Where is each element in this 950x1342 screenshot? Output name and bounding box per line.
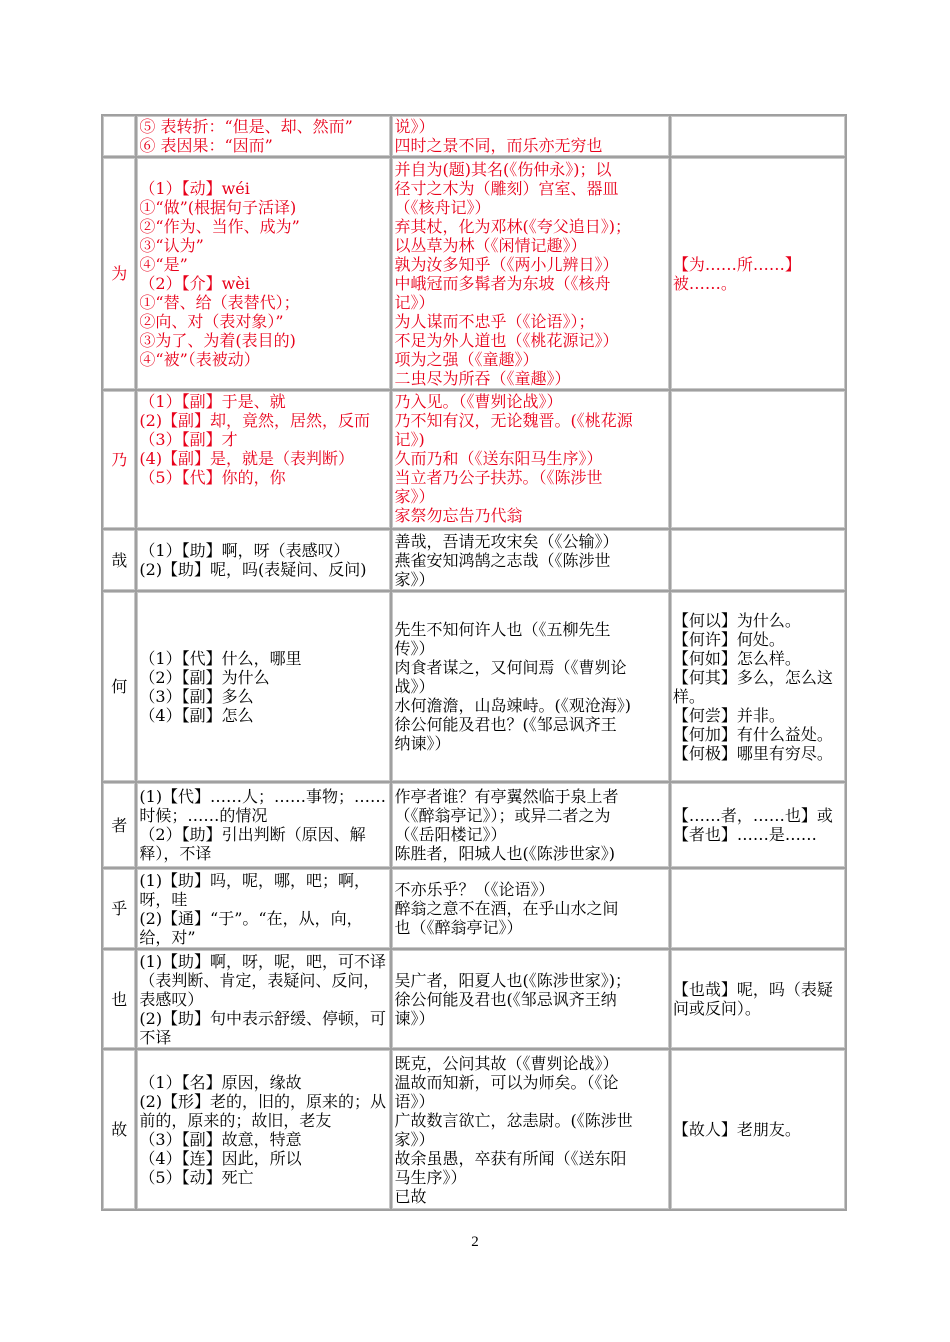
example-cell — [392, 1050, 668, 1209]
note-line: 【……者，……也】或 — [672, 806, 833, 825]
example-line: 记》) — [394, 430, 425, 449]
table-row — [103, 391, 845, 528]
meaning-line: (4)【副】是，就是（表判断） — [139, 449, 355, 468]
example-cell — [392, 116, 668, 156]
meaning-cell — [137, 950, 390, 1048]
meaning-line: （5）【代】你的，你 — [139, 468, 286, 487]
example-line: 传》） — [394, 639, 435, 658]
meaning-line: ③“认为” — [139, 235, 204, 255]
headword-cell: 乃 — [103, 391, 135, 528]
meaning-cell — [137, 116, 390, 156]
example-line: 并自为(题)其名(《伤仲永》)；以 — [394, 159, 612, 179]
headword-cell: 哉 — [103, 530, 135, 590]
example-line: 家》） — [394, 1129, 435, 1149]
glossary-table — [101, 114, 847, 1211]
example-line: 温故而知新，可以为师矣。（《论 — [394, 1072, 619, 1092]
meaning-line: (1)【助】啊，呀，呢，吧，可不译（表判断、肯定，表疑问、反问，表感叹） — [139, 951, 387, 1009]
meaning-line: ②“作为、当作、成为” — [139, 216, 300, 236]
example-cell — [392, 530, 668, 590]
note-cell — [671, 116, 845, 156]
headword-cell: 乎 — [103, 869, 135, 948]
meaning-line: ①“替、给（表替代）； — [139, 292, 300, 312]
table-row — [103, 783, 845, 867]
meaning-line: (2)【副】却，竟然，居然，反而 — [139, 411, 371, 430]
example-line: 已故 — [394, 1186, 427, 1206]
table-row — [103, 592, 845, 781]
example-cell — [392, 950, 668, 1048]
note-line: 【为……所……】被……。 — [672, 254, 801, 293]
note-line: 【故人】老朋友。 — [672, 1120, 801, 1139]
meaning-cell — [137, 783, 390, 867]
meaning-line: （3）【副】多么 — [139, 686, 254, 706]
headword-cell: 也 — [103, 950, 135, 1048]
meaning-line: ⑤ 表转折：“但是、却、然而” — [139, 117, 353, 136]
example-line: 战》） — [394, 677, 435, 696]
example-cell — [392, 783, 668, 867]
table-row — [103, 116, 845, 156]
example-line: 家祭勿忘告乃代翁 — [394, 506, 523, 525]
example-line: 也（《醉翁亭记》） — [394, 918, 523, 937]
example-line: 当立者乃公子扶苏。（《陈涉世 — [394, 468, 603, 487]
example-cell — [392, 869, 668, 948]
meaning-line: （1）【助】啊，呀（表感叹） — [139, 541, 350, 560]
example-line: 肉食者谋之，又何间焉（《曹刿论 — [394, 658, 627, 677]
meaning-line: ③为了、为着(表目的) — [139, 330, 296, 350]
example-line: 项为之强（《童趣》） — [394, 349, 539, 369]
example-line: 二虫尽为所吞（《童趣》） — [394, 368, 571, 388]
meaning-line: (2)【助】句中表示舒缓、停顿，可不译 — [139, 1008, 387, 1047]
meaning-line: （4）【连】因此，所以 — [139, 1148, 302, 1168]
meaning-line: （2）【介】wèi — [139, 273, 250, 293]
meaning-line: （2）【副】为什么 — [139, 667, 270, 687]
meaning-line: (1)【代】……人；……事物；……时候；……的情况 — [139, 787, 387, 825]
example-line: 善哉，吾请无攻宋矣（《公输》） — [394, 531, 619, 551]
meaning-line: （3）【副】才 — [139, 430, 238, 449]
example-line: 不足为外人道也（《桃花源记》） — [394, 330, 619, 350]
note-cell — [671, 530, 845, 590]
glossary-table-body — [103, 116, 845, 1209]
example-line: （《核舟记》） — [394, 197, 491, 217]
meaning-line: ②向、对（表对象）” — [139, 311, 284, 331]
example-line: 谏》） — [394, 1008, 435, 1028]
headword-cell: 为 — [103, 158, 135, 389]
example-line: 作亭者谁？有亭翼然临于泉上者 — [394, 787, 619, 806]
note-cell — [671, 1050, 845, 1209]
note-line: 【何加】有什么益处。 — [672, 724, 833, 744]
meaning-cell — [137, 530, 390, 590]
headword-cell: 故 — [103, 1050, 135, 1209]
example-line: 孰为汝多知乎（《两小儿辨日》） — [394, 254, 619, 274]
meaning-line: （1）【动】wéi — [139, 178, 250, 198]
note-line: 【何以】为什么。 — [672, 610, 801, 630]
note-cell — [671, 783, 845, 867]
example-line: 马生序》） — [394, 1167, 467, 1187]
example-line: 记》） — [394, 292, 435, 312]
meaning-line: (2)【形】老的，旧的，原来的；从前的，原来的；故旧，老友 — [139, 1091, 387, 1130]
example-line: 家》） — [394, 487, 435, 506]
meaning-line: （1）【代】什么，哪里 — [139, 648, 302, 668]
meaning-cell — [137, 1050, 390, 1209]
headword-cell: 者 — [103, 783, 135, 867]
meaning-line: ④“被”（表被动） — [139, 349, 260, 369]
note-line: 【者也】……是…… — [672, 825, 817, 844]
example-line: 纳谏》） — [394, 734, 451, 753]
note-line: 【何如】怎么样。 — [672, 648, 801, 668]
example-line: 家》） — [394, 569, 435, 589]
meaning-cell — [137, 158, 390, 389]
example-line: 广故数言欲亡，忿恚尉。(《陈涉世 — [394, 1110, 633, 1130]
headword-cell: 何 — [103, 592, 135, 781]
example-line: 语》） — [394, 1091, 435, 1111]
example-line: 乃不知有汉，无论魏晋。(《桃花源 — [394, 411, 633, 430]
example-cell — [392, 592, 668, 781]
table-row — [103, 950, 845, 1048]
meaning-line: （1）【名】原因，缘故 — [139, 1072, 302, 1092]
example-line: 弃其杖，化为邓林(《夸父追日》)； — [394, 216, 631, 236]
example-line: 燕雀安知鸿鹄之志哉（《陈涉世 — [394, 550, 611, 570]
example-line: 为人谋而不忠乎（《论语》）； — [394, 311, 595, 331]
example-line: 故余虽愚，卒获有所闻（《送东阳 — [394, 1148, 627, 1168]
meaning-line: (2)【助】呢，吗(表疑问、反问) — [139, 560, 367, 579]
meaning-line: （4）【副】怎么 — [139, 705, 254, 725]
example-line: （《岳阳楼记》） — [394, 825, 507, 844]
example-cell — [392, 158, 668, 389]
meaning-cell — [137, 592, 390, 781]
example-line: 久而乃和（《送东阳马生序》） — [394, 449, 603, 468]
meaning-line: ④“是” — [139, 254, 188, 274]
note-cell — [671, 592, 845, 781]
note-line: 【何极】哪里有穷尽。 — [672, 743, 833, 763]
example-line: 徐公何能及君也？(《邹忌讽齐王 — [394, 715, 617, 734]
page-number: 2 — [471, 1234, 479, 1250]
example-line: 陈胜者，阳城人也(《陈涉世家》) — [394, 844, 615, 863]
table-row — [103, 530, 845, 590]
example-line: 水何澹澹，山岛竦峙。(《观沧海》) — [394, 696, 631, 715]
note-cell — [671, 391, 845, 528]
example-line: 中峨冠而多髯者为东坡（《核舟 — [394, 273, 611, 293]
example-line: （《醉翁亭记》）；或异二者之为 — [394, 806, 611, 825]
note-line: 【何其】多么，怎么这样。 — [672, 667, 833, 706]
example-line: 不亦乐乎？（《论语》） — [394, 880, 555, 899]
note-cell — [671, 158, 845, 389]
example-line: 说》） — [394, 117, 435, 136]
meaning-line: (1)【助】吗，呢，哪，吧；啊，呀，哇 — [139, 870, 371, 909]
example-line: 醉翁之意不在酒，在乎山水之间 — [394, 899, 619, 918]
table-row — [103, 1050, 845, 1209]
meaning-cell — [137, 869, 390, 948]
note-cell — [671, 950, 845, 1048]
table-row — [103, 869, 845, 948]
meaning-line: (2)【通】“于”。“在，从，向，给，对” — [139, 908, 363, 947]
note-cell — [671, 869, 845, 948]
table-row — [103, 158, 845, 389]
example-line: 四时之景不同，而乐亦无穷也 — [394, 136, 603, 155]
example-line: 徐公何能及君也(《邹忌讽齐王纳 — [394, 989, 617, 1009]
meaning-line: ⑥ 表因果：“因而” — [139, 136, 273, 155]
note-line: 【也哉】呢，吗（表疑问或反问）。 — [672, 980, 833, 1018]
example-line: 径寸之木为（雕刻）宫室、器皿 — [394, 178, 619, 198]
headword-cell — [103, 116, 135, 156]
note-line: 【何尝】并非。 — [672, 705, 785, 725]
note-line: 【何许】何处。 — [672, 629, 785, 649]
meaning-cell — [137, 391, 390, 528]
example-line: 吴广者，阳夏人也(《陈涉世家》)； — [394, 970, 631, 990]
meaning-line: （5）【动】死亡 — [139, 1167, 254, 1187]
meaning-line: （3）【副】故意，特意 — [139, 1129, 302, 1149]
meaning-line: （2）【助】引出判断（原因、解释），不译 — [139, 825, 366, 863]
example-line: 以丛草为林（《闲情记趣》） — [394, 235, 587, 255]
meaning-line: ①“做”(根据句子活译) — [139, 197, 297, 217]
example-line: 先生不知何许人也（《五柳先生 — [394, 620, 611, 639]
example-line: 既克，公问其故（《曹刿论战》） — [394, 1053, 619, 1073]
meaning-line: （1）【副】于是、就 — [139, 392, 286, 411]
example-line: 乃入见。（《曹刿论战》） — [394, 392, 563, 411]
example-cell — [392, 391, 668, 528]
